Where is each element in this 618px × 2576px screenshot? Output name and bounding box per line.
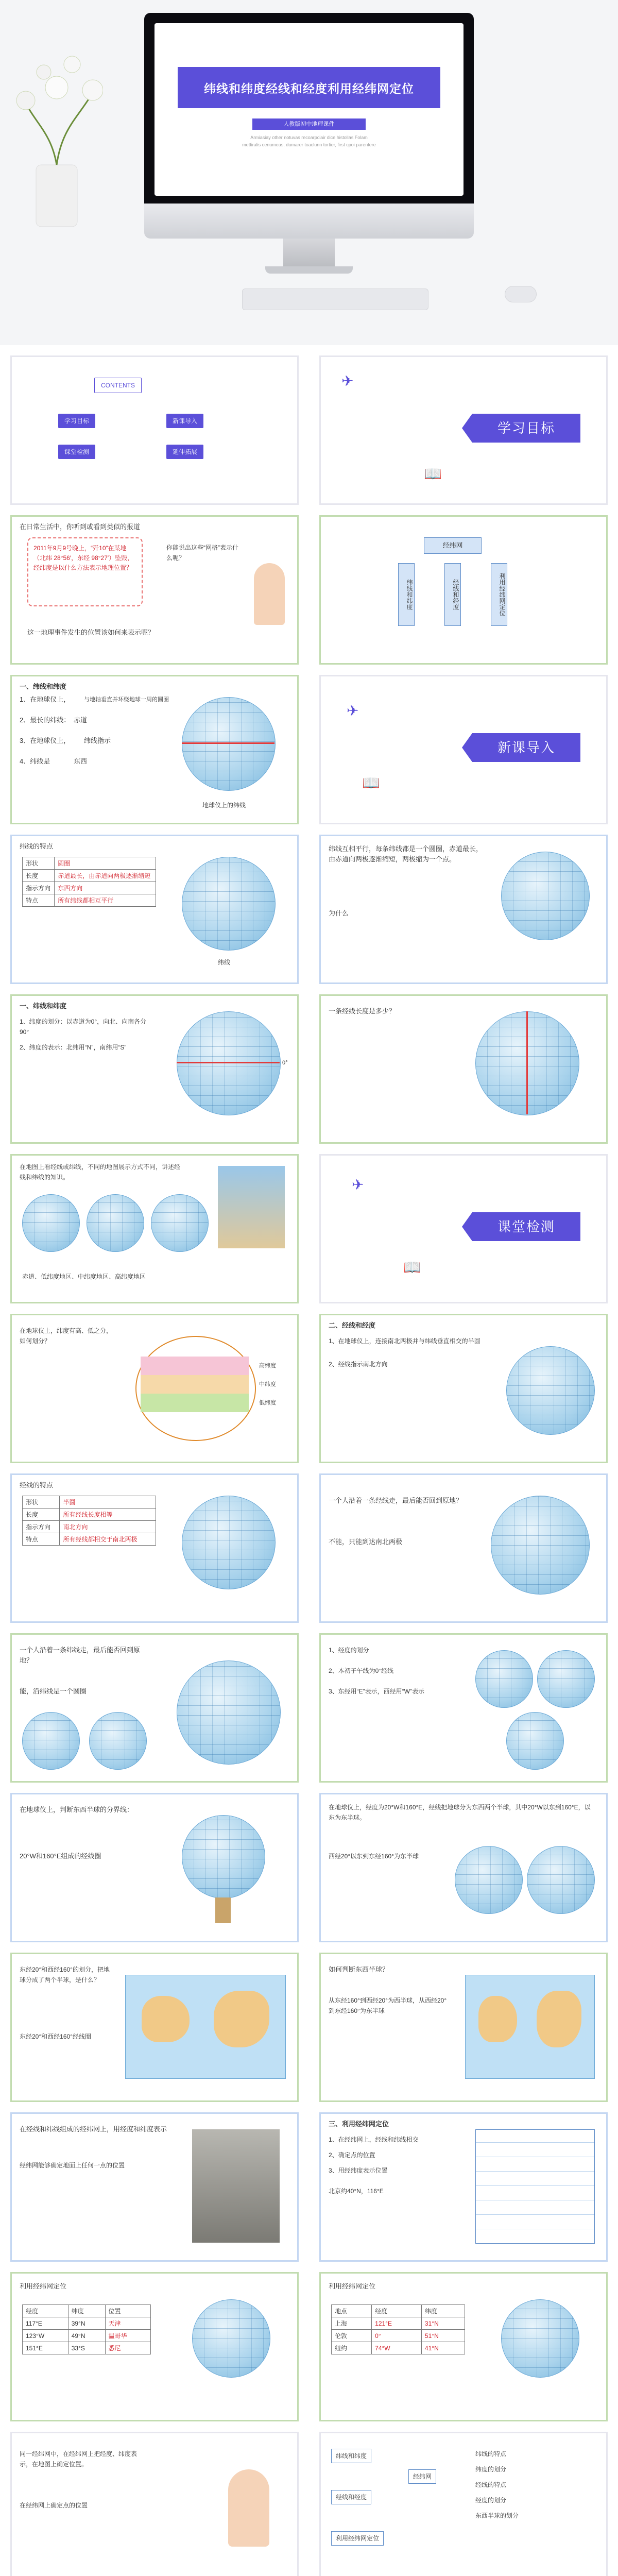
slide-10-text: 一个人沿着一条纬线走，最后能否回到原地？ — [20, 1646, 141, 1664]
table-row — [23, 882, 156, 894]
hero-title: 纬线和纬度经线和经度利用经纬网定位 — [204, 81, 414, 95]
zone-high — [141, 1357, 249, 1375]
table-row — [332, 2342, 465, 2354]
slide-5-title: 纬线的特点 — [20, 842, 54, 850]
table-cell: 121°E — [372, 2317, 422, 2330]
table-cell: 33°S — [68, 2342, 105, 2354]
slide-3-right — [319, 515, 608, 665]
slide-toc — [10, 355, 299, 505]
mindmap-node-1: 纬线和纬度 — [331, 2449, 371, 2463]
slide-4-left — [10, 675, 299, 824]
slide-3-note — [27, 537, 143, 606]
slide-13-right-heading: 三、利用经纬网定位 — [329, 2120, 389, 2128]
slide-15-right — [319, 2432, 608, 2576]
slide-4-item-3: 3、在地球仪上， — [20, 737, 71, 744]
table-row — [23, 870, 156, 882]
table-row — [332, 2330, 465, 2342]
location-table-right — [331, 2304, 465, 2354]
slide-9-right — [319, 1473, 608, 1623]
table-header-row — [23, 2305, 151, 2317]
table-row — [23, 2330, 151, 2342]
monitor-neck — [283, 239, 335, 268]
toc-item-2[interactable]: 新课导入 — [166, 414, 203, 428]
table-cell: 长度 — [23, 870, 55, 882]
table-cell: 所有经线长度相等 — [60, 1509, 156, 1521]
apple-logo-icon — [305, 216, 313, 224]
label-high: 高纬度 — [259, 1363, 276, 1369]
table-row — [23, 2317, 151, 2330]
book-icon: 📖 — [362, 775, 380, 791]
table-cell: 南北方向 — [60, 1521, 156, 1533]
table-cell: 所有经线都相交于南北两极 — [60, 1533, 156, 1546]
keyboard-decoration — [242, 289, 428, 310]
slide-15-left — [10, 2432, 299, 2576]
slide-8-right-item-1: 1、在地球仪上，连接南北两极并与纬线垂直相交的半圆 — [329, 1337, 480, 1345]
table-header-cell: 经度 — [23, 2305, 68, 2317]
table-cell: 123°W — [23, 2330, 68, 2342]
slide-14-title: 利用经纬网定位 — [20, 2282, 67, 2290]
table-row — [23, 1496, 156, 1509]
globe-longitude-division — [177, 1660, 281, 1765]
toc-label: CONTENTS — [94, 378, 142, 393]
slide-11-right-red: 西经20°以东到东经160°为东半球 — [329, 1853, 419, 1860]
slide-section-goal — [319, 355, 608, 505]
slide-14-right-title: 利用经纬网定位 — [329, 2282, 376, 2290]
location-table-left — [22, 2304, 151, 2354]
table-row — [23, 2342, 151, 2354]
slide-11-left — [10, 1793, 299, 1942]
slide-4-fill-3: 纬线指示 — [84, 737, 111, 744]
label-low: 低纬度 — [259, 1400, 276, 1406]
table-cell: 151°E — [23, 2342, 68, 2354]
table-cell: 0° — [372, 2330, 422, 2342]
mindmap-item-3: 经线的特点 — [475, 2481, 507, 2488]
slide-7-text: 在地图上看经线或纬线，不同的地图展示方式不同，讲述经线和纬线的知识。 — [20, 1163, 181, 1181]
mouse-decoration — [505, 286, 537, 302]
table-header-cell: 位置 — [105, 2305, 150, 2317]
slide-13-right — [319, 2112, 608, 2262]
meridian-line — [526, 1011, 528, 1114]
table-cell: 51°N — [421, 2330, 465, 2342]
slide-10-red: 能，沿纬线是一个圆圈 — [20, 1687, 87, 1695]
slide-13-right-red: 北京约40°N，116°E — [329, 2188, 384, 2195]
globe-latitude-lines — [182, 857, 276, 951]
slide-10-right — [319, 1633, 608, 1783]
globe-small-a — [22, 1712, 80, 1770]
globe-west — [537, 1650, 595, 1708]
slide-13-right-item-3: 3、用经纬度表示位置 — [329, 2167, 388, 2174]
globe-longitude-lines — [182, 1496, 276, 1589]
table-row — [23, 894, 156, 907]
world-map-east-west — [465, 1975, 595, 2079]
slide-6-right — [319, 994, 608, 1144]
section-title-goal: 学习目标 — [472, 414, 580, 443]
slide-3-hint: 你能说出这些“网格”表示什么呢？ — [166, 544, 238, 562]
slide-4-fill-1: 与地轴垂直并环绕地球一周的圆圈 — [84, 697, 169, 703]
table-cell: 天津 — [105, 2317, 150, 2330]
hero-small-text: Armiasiay other notuvas recoarpciair dice histollas Folam mettiralis cenumeas, dumarer toaclunn tortier, first cpoi parentere — [242, 135, 376, 147]
tree-child-1: 纬线和纬度 — [398, 563, 415, 626]
slide-8-right-heading: 二、经线和经度 — [329, 1321, 376, 1329]
desk-globe — [501, 2299, 579, 2378]
mindmap-item-1: 纬线的特点 — [475, 2450, 507, 2458]
table-cell: 形状 — [23, 1496, 60, 1509]
globe-stand — [215, 1897, 231, 1923]
student-figure — [254, 563, 285, 625]
slide-5-right-question: 为什么 — [329, 909, 349, 917]
slide-9-left — [10, 1473, 299, 1623]
table-header-cell: 经度 — [372, 2305, 422, 2317]
slide-section-test — [319, 1154, 608, 1303]
table-row — [23, 1533, 156, 1546]
slide-12-text: 东经20°和西经160°的划分，把地球分成了两个半球，是什么？ — [20, 1966, 110, 1984]
latitude-feature-table — [22, 857, 156, 907]
tree-root: 经纬网 — [424, 537, 482, 554]
table-cell: 指示方向 — [23, 882, 55, 894]
mindmap-node-2: 经线和经度 — [331, 2490, 371, 2504]
label-zero: 0° — [282, 1060, 288, 1066]
zone-mid — [141, 1375, 249, 1394]
paper-plane-icon: ✈ — [341, 373, 354, 389]
section-title-intro: 新课导入 — [472, 733, 580, 762]
book-icon: 📖 — [403, 1259, 421, 1275]
slide-8-question: 在地球仪上，纬度有高、低之分，如何划分？ — [20, 1327, 113, 1345]
slide-11-right-text: 在地球仪上，经度为20°W和160°E，经线把地球分为东西两个半球，其中20°W以东到160°E，以东为东半球。 — [329, 1804, 591, 1821]
mindmap-item-4: 经度的划分 — [475, 2497, 507, 2504]
table-cell: 上海 — [332, 2317, 372, 2330]
book-icon: 📖 — [424, 466, 442, 482]
equator-line — [177, 1062, 280, 1063]
monitor-foot — [265, 266, 353, 274]
globe-pole-view — [491, 1496, 590, 1595]
equator-line — [182, 742, 274, 744]
slide-5-right — [319, 835, 608, 984]
table-cell: 所有纬线都相互平行 — [55, 894, 156, 907]
table-row — [23, 1509, 156, 1521]
table-cell: 赤道最长，由赤道向两极逐渐缩短 — [55, 870, 156, 882]
slide-6-item-1: 1、纬度的划分：以赤道为0°，向北、向南各分90° — [20, 1018, 147, 1036]
hero-section — [0, 0, 618, 345]
table-row — [332, 2317, 465, 2330]
mindmap-node-3: 经纬网 — [408, 2469, 436, 2484]
slide-8-right-item-2: 2、经线指示南北方向 — [329, 1361, 388, 1368]
tree-child-3: 利用经纬网定位 — [491, 563, 507, 626]
slide-9-right-text: 一个人沿着一条经线走，最后能否回到原地？ — [329, 1497, 463, 1504]
slide-12-right — [319, 1953, 608, 2102]
slide-14-right — [319, 2272, 608, 2421]
table-cell: 长度 — [23, 1509, 60, 1521]
landmark-photo — [192, 2129, 280, 2243]
slide-3-left — [10, 515, 299, 665]
toc-item-4[interactable]: 延伸拓展 — [166, 445, 203, 459]
hemisphere-west-globe — [527, 1846, 595, 1914]
slide-4-fill-2: 赤道 — [74, 716, 88, 724]
toc-item-3[interactable]: 课堂检测 — [58, 445, 95, 459]
hemisphere-east-globe — [455, 1846, 523, 1914]
slide-5-left — [10, 835, 299, 984]
desk-globe — [192, 2299, 270, 2378]
table-cell: 41°N — [421, 2342, 465, 2354]
globe-latitude — [182, 697, 276, 791]
slide-6-left — [10, 994, 299, 1144]
slide-section-intro — [319, 675, 608, 824]
slide-8-left — [10, 1314, 299, 1463]
label-mid: 中纬度 — [259, 1381, 276, 1387]
table-cell: 117°E — [23, 2317, 68, 2330]
slide-13-right-item-1: 1、在经纬网上，经线和纬线相交 — [329, 2136, 419, 2143]
slide-6-item-2: 2、纬度的表示：北纬用“N”，南纬用“S” — [20, 1044, 127, 1051]
table-cell: 74°W — [372, 2342, 422, 2354]
slide-10-left — [10, 1633, 299, 1783]
table-cell: 31°N — [421, 2317, 465, 2330]
table-cell: 指示方向 — [23, 1521, 60, 1533]
paper-plane-icon: ✈ — [347, 703, 359, 719]
slide-13-red: 经纬网能够确定地面上任何一点的位置 — [20, 2162, 125, 2169]
table-cell: 东西方向 — [55, 882, 156, 894]
globe-small-3 — [151, 1194, 209, 1252]
student-figure — [228, 2469, 269, 2547]
lat-lon-grid — [475, 2129, 595, 2244]
mindmap-item-2: 纬度的划分 — [475, 2466, 507, 2473]
mindmap-item-5: 东西半球的划分 — [475, 2512, 519, 2519]
slide-15-text: 同一经纬网中，在经纬网上把经度、纬度表示，在地图上确定位置。 — [20, 2450, 138, 2468]
slide-3-bottom: 这一地理事件发生的位置该如何来表示呢？ — [27, 629, 155, 636]
slide-4-item-1: 1、在地球仪上， — [20, 696, 71, 703]
table-cell: 圆圈 — [55, 857, 156, 870]
slide-4-item-4: 4、纬线是 — [20, 757, 50, 765]
toc-item-1[interactable]: 学习目标 — [58, 414, 95, 428]
slide-12-right-text: 如何判断东西半球？ — [329, 1965, 389, 1973]
table-header-cell: 纬度 — [68, 2305, 105, 2317]
section-title-test: 课堂检测 — [472, 1212, 580, 1241]
slide-3-note-text: 2011年9月9号晚上，“歼10”在某地（北纬 28°56′，东经 98°27′）坠毁，经纬度是以什么方法表示地理位置？ — [33, 545, 134, 571]
desk-globe — [182, 1815, 265, 1899]
zone-low — [141, 1394, 249, 1412]
slide-4-fill-4: 东西 — [74, 757, 88, 765]
globe-meridians — [506, 1346, 595, 1435]
slide-12-right-red: 从东经160°到西经20°为西半球，从西经20°到东经160°为东半球 — [329, 1997, 447, 2014]
slide-12-left — [10, 1953, 299, 2102]
slide-9-right-red: 不能，只能到达南北两极 — [329, 1538, 403, 1546]
imac-monitor — [144, 13, 474, 214]
table-cell: 形状 — [23, 857, 55, 870]
slide-7-red: 赤道、低纬度地区、中纬度地区、高纬度地区 — [22, 1273, 146, 1280]
slide-6-heading: 一、纬线和纬度 — [20, 1002, 67, 1010]
slide-11-text: 在地球仪上，判断东西半球的分界线： — [20, 1806, 134, 1814]
table-header-cell: 地点 — [332, 2305, 372, 2317]
table-cell: 半圆 — [60, 1496, 156, 1509]
slide-6-right-question: 一条经线长度是多少？ — [329, 1007, 396, 1015]
globe-right — [501, 852, 590, 940]
slide-11-right — [319, 1793, 608, 1942]
slide-11-red: 20°W和160°E组成的经线圈 — [20, 1852, 101, 1860]
slide-14-left — [10, 2272, 299, 2421]
longitude-feature-table — [22, 1496, 156, 1546]
slide-3-question: 在日常生活中，你听到或看到类似的报道 — [20, 523, 141, 531]
table-cell: 伦敦 — [332, 2330, 372, 2342]
globe-latitude-degrees — [177, 1011, 281, 1115]
table-cell: 特点 — [23, 894, 55, 907]
slide-10-right-item-2: 2、本初子午线为0°经线 — [329, 1667, 394, 1674]
globe-small-1 — [22, 1194, 80, 1252]
table-row — [23, 1521, 156, 1533]
slide-4-item-2: 2、最长的纬线： — [20, 716, 71, 724]
globe-meridian-zero — [506, 1712, 564, 1770]
tree-child-2: 经线和经度 — [444, 563, 461, 626]
table-cell: 49°N — [68, 2330, 105, 2342]
globe-small-2 — [87, 1194, 144, 1252]
table-cell: 悉尼 — [105, 2342, 150, 2354]
slide-8-right — [319, 1314, 608, 1463]
monitor-screen — [154, 23, 464, 196]
slide-13-text: 在经线和纬线组成的经纬网上，用经度和纬度表示 — [20, 2125, 167, 2133]
slide-9-title: 经线的特点 — [20, 1481, 54, 1489]
hero-title-box — [178, 67, 440, 108]
slide-5-right-text: 纬线互相平行，每条纬线都是一个圆圈，赤道最长，由赤道向两极逐渐缩短，两极缩为一个点。 — [329, 845, 483, 863]
mindmap-node-4: 利用经纬网定位 — [331, 2531, 384, 2546]
hero-subtitle: 人教版初中地理课件 — [252, 118, 366, 130]
slide-13-right-item-2: 2、确定点的位置 — [329, 2151, 375, 2159]
slide-4-caption: 地球仪上的纬线 — [202, 802, 246, 809]
paper-plane-icon: ✈ — [352, 1177, 364, 1193]
world-map-hemispheres — [125, 1975, 286, 2079]
table-header-cell: 纬度 — [421, 2305, 465, 2317]
slide-13-left — [10, 2112, 299, 2262]
slide-15-red: 在经纬网上确定点的位置 — [20, 2502, 88, 2509]
slide-12-red: 东经20°和西经160°经线圈 — [20, 2033, 91, 2040]
table-cell: 温哥华 — [105, 2330, 150, 2342]
slide-10-right-item-1: 1、经度的划分 — [329, 1647, 369, 1654]
table-header-row — [332, 2305, 465, 2317]
slide-7-left — [10, 1154, 299, 1303]
table-row — [23, 857, 156, 870]
table-cell: 39°N — [68, 2317, 105, 2330]
observatory-photo — [218, 1166, 285, 1248]
globe-east — [475, 1650, 533, 1708]
globe-small-b — [89, 1712, 147, 1770]
table-cell: 特点 — [23, 1533, 60, 1546]
slide-4-heading: 一、纬线和纬度 — [20, 683, 67, 690]
slide-5-caption: 纬线 — [218, 959, 231, 966]
table-cell: 纽约 — [332, 2342, 372, 2354]
plant-decoration — [15, 41, 103, 232]
slide-10-right-item-3: 3、东经用“E”表示，西经用“W”表示 — [329, 1688, 424, 1695]
